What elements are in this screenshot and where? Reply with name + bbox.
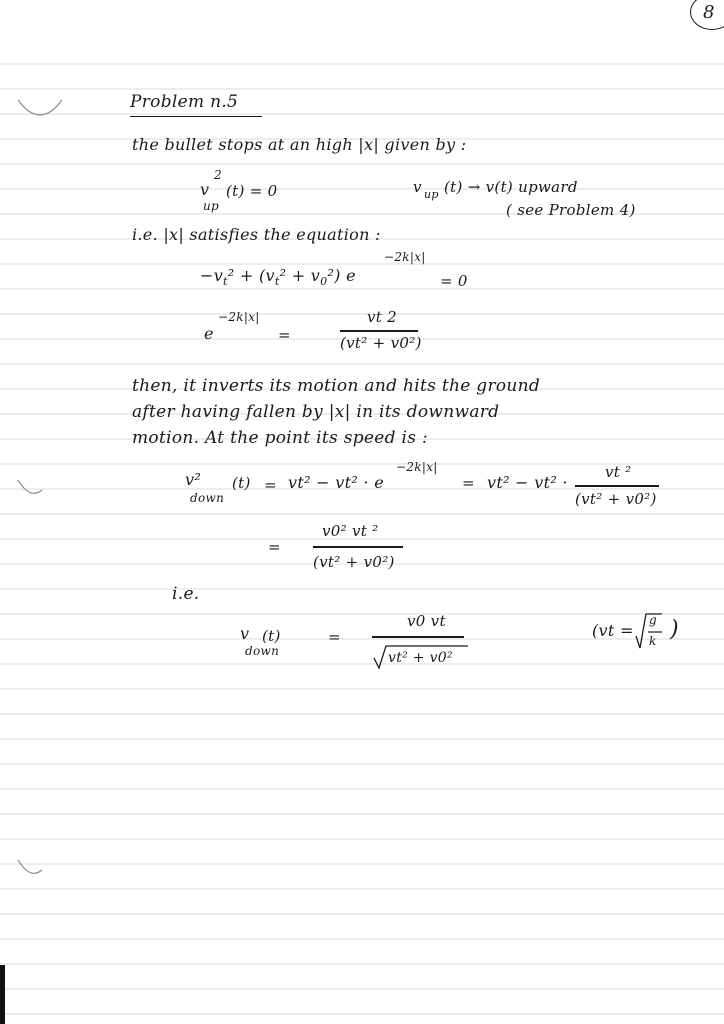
eq2-equals: = xyxy=(278,326,291,344)
eq3-sub: down xyxy=(190,491,225,505)
punch-hole-middle xyxy=(18,480,42,493)
eq3-equals-2: = xyxy=(462,474,475,492)
eq4-equals: = xyxy=(268,538,281,556)
page-number: 8 xyxy=(703,2,715,23)
eq2-numerator: vt 2 xyxy=(367,308,398,326)
eq5-v: v xyxy=(240,624,250,643)
eq5-side-lhs: (vt = xyxy=(592,621,634,640)
eq3-t: (t) xyxy=(232,474,251,492)
cond-sup: 2 xyxy=(214,168,222,182)
punch-hole-bottom xyxy=(18,860,42,873)
eq4-numerator: v0² vt ² xyxy=(322,522,379,540)
page-edge-shadow xyxy=(0,965,5,1024)
eq3-fraction-bar xyxy=(575,485,659,487)
ie-line-1: i.e. |x| satisfies the equation : xyxy=(132,225,381,244)
eq1-left: $-v_t^2 + (v_t^2 + v_0^2)$ e xyxy=(200,266,356,289)
eq5-side-den: k xyxy=(649,634,657,648)
ie-line-2: i.e. xyxy=(172,584,200,604)
eq3-right: vt² − vt² · xyxy=(487,473,568,492)
eq5-sub: down xyxy=(245,644,280,658)
note-vup: v xyxy=(413,178,422,196)
heading-underline xyxy=(130,116,262,117)
para-line-3: motion. At the point its speed is : xyxy=(132,428,429,448)
eq2-e: e xyxy=(204,324,214,343)
eq5-t: (t) xyxy=(262,627,281,645)
eq3-middle: vt² − vt² · e xyxy=(288,473,384,492)
eq5-side-num: g xyxy=(649,613,657,627)
note-vup-sub: up xyxy=(424,188,439,201)
eq2-denominator: (vt² + v0²) xyxy=(340,334,422,352)
eq1-rhs: = 0 xyxy=(440,272,468,290)
eq3-numerator: vt ² xyxy=(605,463,632,481)
eq5-side-close: ) xyxy=(670,617,679,642)
eq2-fraction-bar xyxy=(340,330,418,332)
para-line-1: then, it inverts its motion and hits the ground xyxy=(132,376,541,396)
note-ref: ( see Problem 4) xyxy=(506,201,636,219)
eq4-fraction-bar xyxy=(313,546,403,548)
eq5-equals: = xyxy=(328,628,341,646)
eq5-denominator: vt² + v0² xyxy=(388,650,453,666)
punch-hole-top xyxy=(18,100,62,115)
eq1-exponent: −2k|x| xyxy=(384,250,426,264)
eq3-equals-1: = xyxy=(264,476,277,494)
cond-v: v xyxy=(200,180,210,199)
note-arrow: (t) → v(t) upward xyxy=(444,178,578,196)
eq5-fraction-bar xyxy=(372,636,464,638)
cond-rest: (t) = 0 xyxy=(226,182,278,200)
eq3-exponent: −2k|x| xyxy=(396,460,438,474)
intro-line: the bullet stops at an high |x| given by : xyxy=(132,135,467,154)
para-line-2: after having fallen by |x| in its downward xyxy=(132,402,500,422)
cond-sub: up xyxy=(203,199,220,213)
eq3-denominator: (vt² + v0²) xyxy=(575,490,657,508)
problem-heading: Problem n.5 xyxy=(130,92,239,112)
eq5-numerator: v0 vt xyxy=(407,612,446,630)
eq4-denominator: (vt² + v0²) xyxy=(313,553,395,571)
eq3-v: v² xyxy=(185,470,202,489)
eq2-exponent: −2k|x| xyxy=(218,310,260,324)
